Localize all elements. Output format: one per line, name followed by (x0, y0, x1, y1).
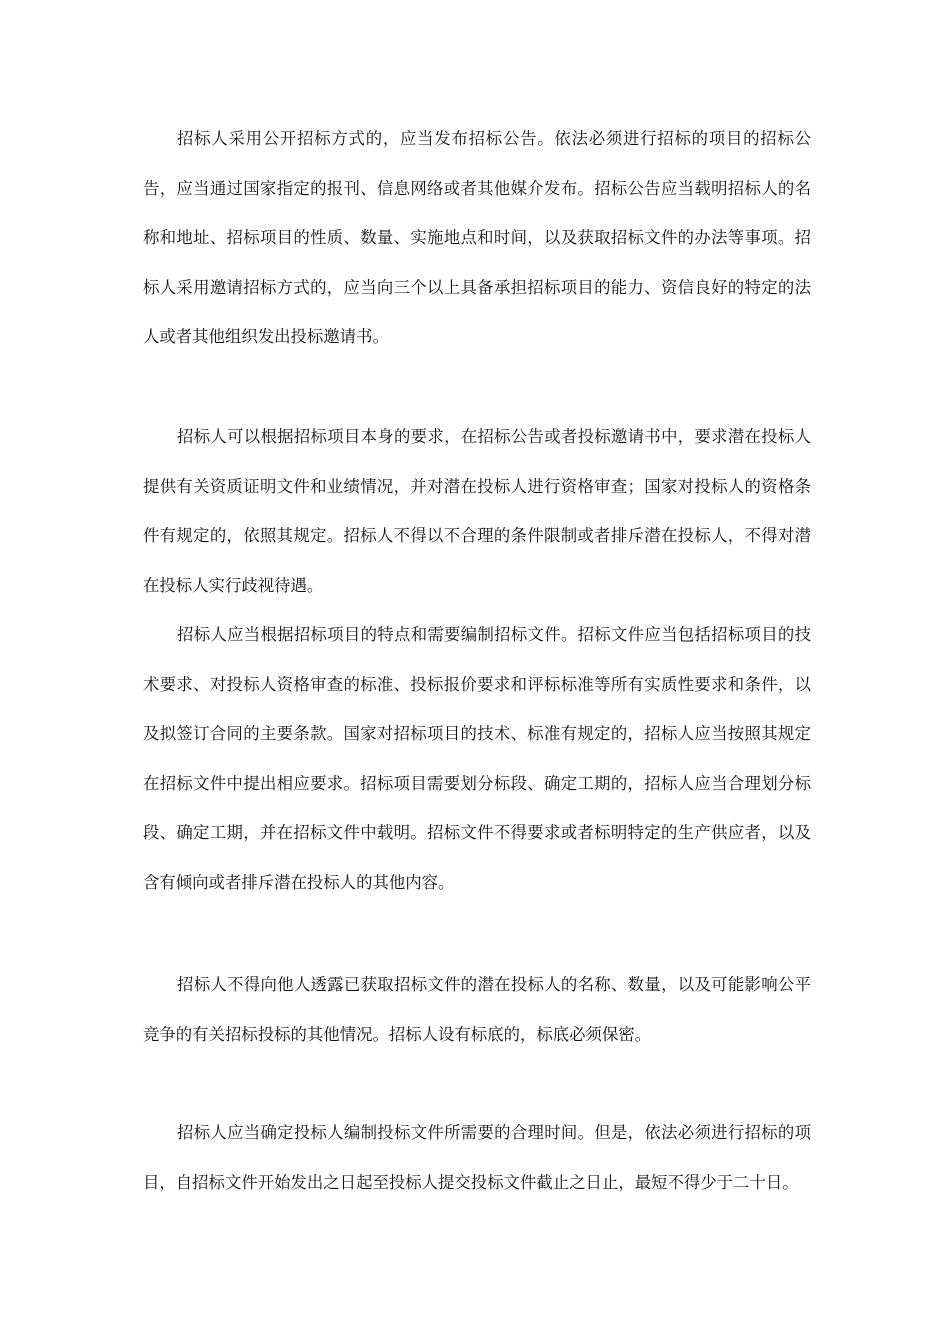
paragraph-bid-preparation-time: 招标人应当确定投标人编制投标文件所需要的合理时间。但是，依法必须进行招标的项目，自招标文件开始发出之日起至投标人提交投标文件截止之日止，最短不得少于二十日。 (143, 1123, 811, 1192)
paragraph-qualification-review: 招标人可以根据招标项目本身的要求，在招标公告或者投标邀请书中，要求潜在投标人提供有关资质证明文件和业绩情况，并对潜在投标人进行资格审查；国家对投标人的资格条件有规定的，依照其规定。招标人不得以不合理的条件限制或者排斥潜在投标人，不得对潜在投标人实行歧视待遇。 (143, 427, 811, 595)
paragraph-tender-documents: 招标人应当根据招标项目的特点和需要编制招标文件。招标文件应当包括招标项目的技术要求、对投标人资格审查的标准、投标报价要求和评标标准等所有实质性要求和条件，以及拟签订合同的主要条款。国家对招标项目的技术、标准有规定的，招标人应当按照其规定在招标文件中提出相应要求。招标项目需要划分标段、确定工期的，招标人应当合理划分标段、确定工期，并在招标文件中载明。招标文件不得要求或者标明特定的生产供应者，以及含有倾向或者排斥潜在投标人的其他内容。 (143, 625, 811, 892)
paragraph-public-tender-announcement: 招标人采用公开招标方式的，应当发布招标公告。依法必须进行招标的项目的招标公告，应当通过国家指定的报刊、信息网络或者其他媒介发布。招标公告应当载明招标人的名称和地址、招标项目的性质、数量、实施地点和时间，以及获取招标文件的办法等事项。招标人采用邀请招标方式的，应当向三个以上具备承担招标项目的能力、资信良好的特定的法人或者其他组织发出投标邀请书。 (143, 129, 811, 346)
paragraph-confidentiality: 招标人不得向他人透露已获取招标文件的潜在投标人的名称、数量，以及可能影响公平竞争的有关招标投标的其他情况。招标人设有标底的，标底必须保密。 (143, 975, 811, 1044)
